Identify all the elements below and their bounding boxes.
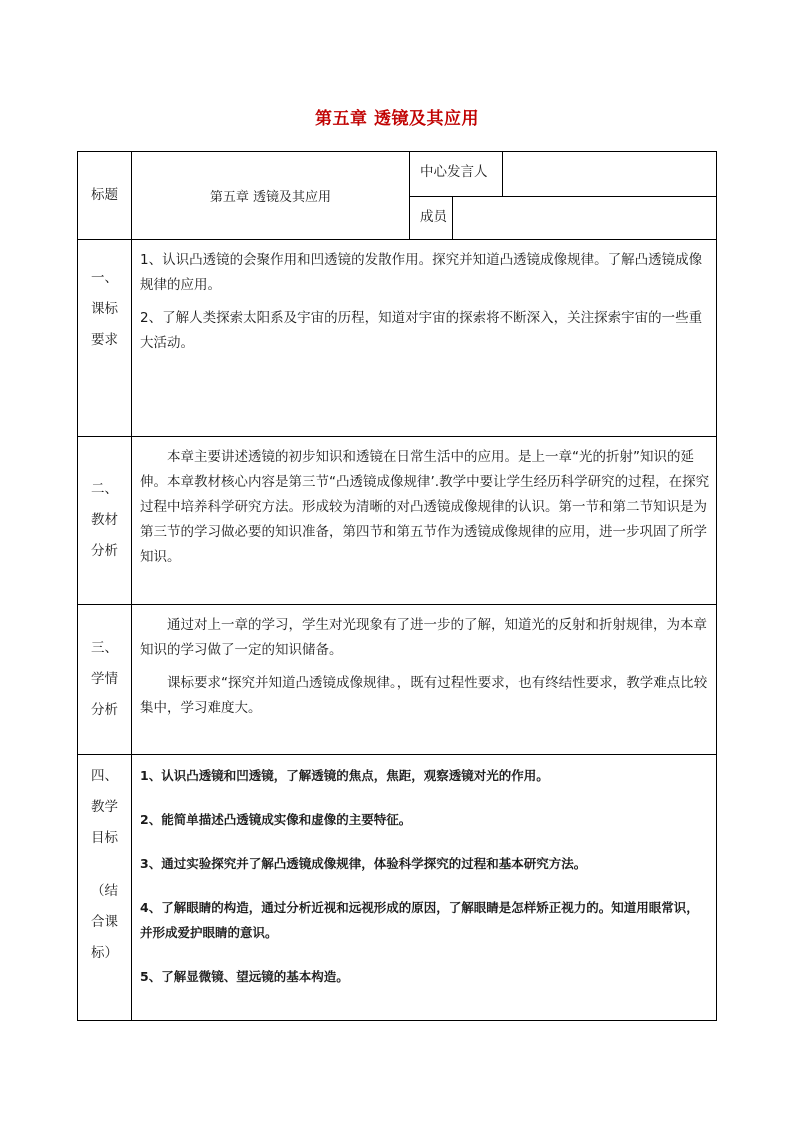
section-students-row [78, 605, 717, 755]
curriculum-label: 一、课标要求 [91, 270, 118, 348]
students-body [132, 605, 717, 755]
section-curriculum-row [78, 240, 717, 437]
goal-item-3: 3、通过实验探究并了解凸透镜成像规律，体验科学探究的过程和基本研究方法。 [140, 856, 587, 871]
students-label: 三、学情分析 [91, 640, 118, 718]
goal-item-5: 5、了解显微镜、望远镜的基本构造。 [140, 969, 349, 984]
goal-item-1: 1、认识凸透镜和凹透镜，了解透镜的焦点，焦距，观察透镜对光的作用。 [140, 768, 549, 783]
curriculum-label-cell [78, 240, 132, 437]
lesson-plan-table [77, 151, 717, 1021]
students-paragraph-1: 通过对上一章的学习，学生对光现象有了进一步的了解，知道光的反射和折射规律，为本章知识的学习做了一定的知识储备。 [140, 617, 707, 658]
members-label-cell [410, 197, 453, 240]
speaker-value-cell[interactable] [503, 152, 717, 197]
curriculum-paragraph-1: 1、认识凸透镜的会聚作用和凹透镜的发散作用。探究并知道凸透镜成像规律。了解凸透镜成像规律的应用。 [140, 252, 703, 293]
speaker-label-cell [410, 152, 503, 197]
header-row-speaker [78, 152, 717, 197]
members-value-cell[interactable] [453, 197, 717, 240]
textbook-label: 二、教材分析 [91, 481, 118, 559]
goal-item-2: 2、能简单描述凸透镜成实像和虚像的主要特征。 [140, 812, 412, 827]
title-value: 第五章 透镜及其应用 [209, 190, 332, 205]
document-title: 第五章 透镜及其应用 [315, 109, 479, 129]
goals-label-cell [78, 755, 132, 1021]
goals-body [132, 755, 717, 1021]
goals-sub-label: （结合课标） [91, 883, 118, 961]
curriculum-paragraph-2: 2、了解人类探索太阳系及宇宙的历程，知道对宇宙的探索将不断深入，关注探索宇宙的一些重大活动。 [140, 310, 703, 351]
textbook-body [132, 437, 717, 605]
students-label-cell [78, 605, 132, 755]
section-goals-row [78, 755, 717, 1021]
curriculum-body [132, 240, 717, 437]
speaker-label: 中心发言人 [420, 164, 488, 180]
goal-item-4: 4、了解眼睛的构造，通过分析近视和远视形成的原因，了解眼睛是怎样矫正视力的。知道用眼常识，并形成爱护眼睛的意识。 [140, 900, 699, 940]
students-paragraph-2: 课标要求“探究并知道凸透镜成像规律。，既有过程性要求，也有终结性要求，教学难点比较集中，学习难度大。 [140, 675, 708, 716]
members-label: 成员 [420, 209, 447, 225]
title-label: 标题 [91, 187, 118, 203]
section-textbook-row [78, 437, 717, 605]
title-label-cell [78, 152, 132, 240]
textbook-label-cell [78, 437, 132, 605]
textbook-paragraph: 本章主要讲述透镜的初步知识和透镜在日常生活中的应用。是上一章“光的折射”知识的延伸。本章教材核心内容是第三节“凸透镜成像规律’.教学中要让学生经历科学研究的过程，在探究过程中培养科学研究方法。形成较为清晰的对凸透镜成像规律的认识。第一节和第二节知识是为第三节的学习做必要的知识准备，第四节和第五节作为透镜成像规律的应用，进一步巩固了所学知识。 [140, 449, 710, 565]
goals-label: 四、教学目标 [91, 768, 118, 846]
title-value-cell [132, 152, 410, 240]
